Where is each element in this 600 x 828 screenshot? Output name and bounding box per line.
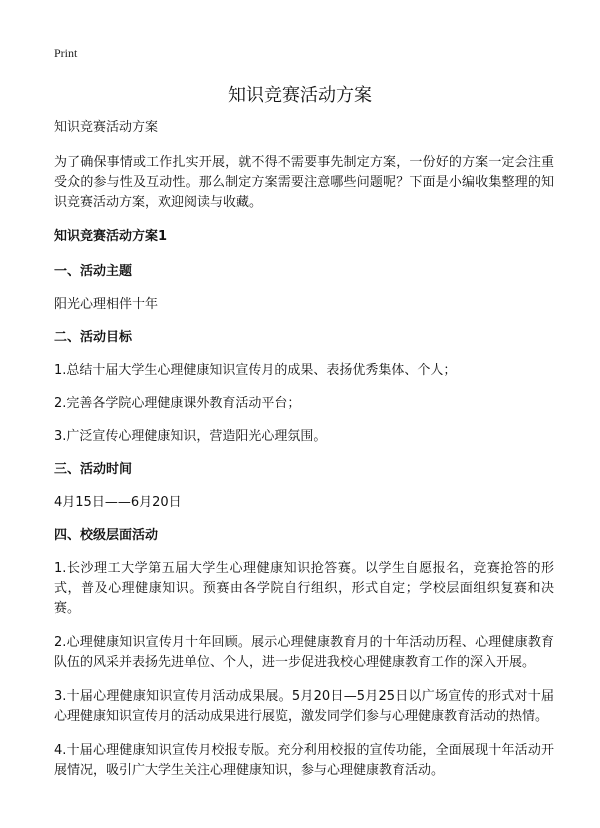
time-heading: 三、活动时间 — [54, 462, 133, 477]
document-body — [54, 118, 554, 781]
intro-paragraph: 为了确保事情或工作扎实开展，就不得不需要事先制定方案，一份好的方案一定会注重受众的参与性及互动性。那么制定方案需要注意哪些问题呢？下面是小编收集整理的知识竞赛活动方案，欢迎阅读与收藏。 — [54, 155, 554, 210]
goal-item: 3.广泛宣传心理健康知识，营造阳光心理氛围。 — [54, 429, 327, 444]
goal-item: 1.总结十届大学生心理健康知识宣传月的成果、表扬优秀集体、个人； — [54, 363, 457, 378]
goal-item: 2.完善各学院心理健康课外教育活动平台； — [54, 396, 301, 411]
campus-item: 3.十届心理健康知识宣传月活动成果展。5月20日—5月25日以广场宣传的形式对十届心理健康知识宣传月的活动成果进行展览，激发同学们参与心理健康教育活动的热情。 — [54, 689, 554, 724]
campus-item: 2.心理健康知识宣传月十年回顾。展示心理健康教育月的十年活动历程、心理健康教育队伍的风采并表扬先进单位、个人，进一步促进我校心理健康教育工作的深入开展。 — [54, 635, 554, 670]
page-title: 知识竞赛活动方案 — [228, 85, 372, 106]
goals-heading: 二、活动目标 — [54, 330, 133, 345]
time-text: 4月15日——6月20日 — [54, 495, 182, 510]
document-subtitle: 知识竞赛活动方案 — [54, 120, 159, 135]
plan-heading: 知识竞赛活动方案1 — [54, 229, 168, 244]
campus-item: 4.十届心理健康知识宣传月校报专版。充分利用校报的宣传功能，全面展现十年活动开展情况，吸引广大学生关注心理健康知识，参与心理健康教育活动。 — [54, 743, 554, 778]
campus-item: 1.长沙理工大学第五届大学生心理健康知识抢答赛。以学生自愿报名，竞赛抢答的形式，普及心理健康知识。预赛由各学院自行组织，形式自定；学校层面组织复赛和决赛。 — [54, 561, 554, 616]
theme-text: 阳光心理相伴十年 — [54, 297, 159, 312]
theme-heading: 一、活动主题 — [54, 264, 133, 279]
print-link[interactable]: Print — [54, 46, 78, 60]
campus-heading: 四、校级层面活动 — [54, 528, 159, 543]
